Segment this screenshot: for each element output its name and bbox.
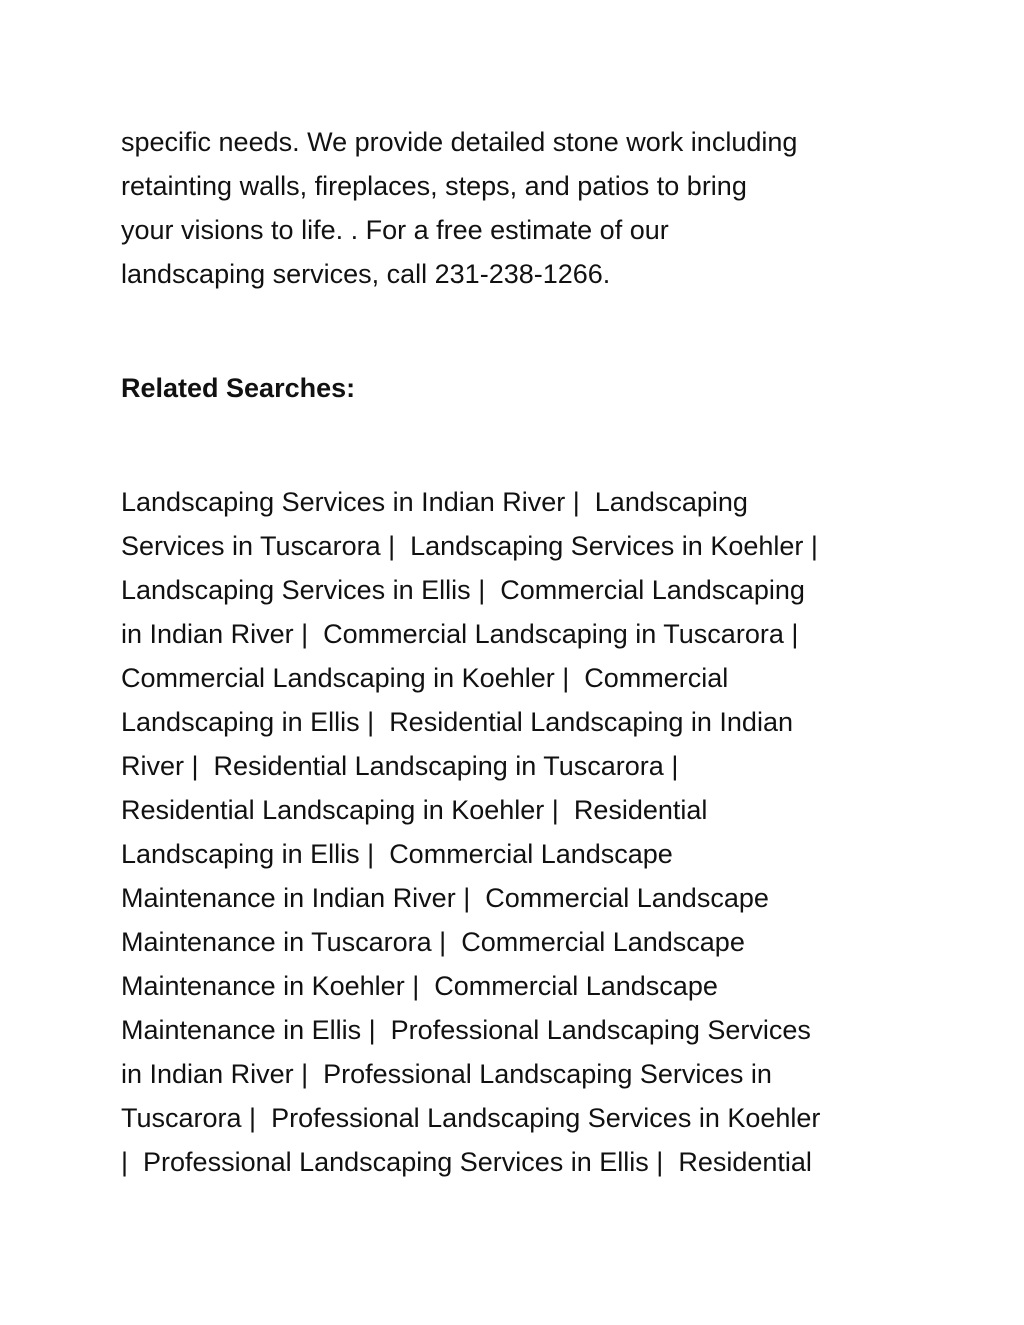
related-searches-line xyxy=(121,788,911,832)
link-separator: | xyxy=(121,1147,144,1177)
related-search-link[interactable]: Landscaping in Ellis xyxy=(121,839,360,869)
link-separator: | xyxy=(293,619,324,649)
link-separator: | xyxy=(554,663,585,693)
related-search-link[interactable]: Commercial xyxy=(584,663,729,693)
link-separator: | xyxy=(803,531,818,561)
related-search-link[interactable]: Landscaping xyxy=(594,487,748,517)
intro-line: landscaping services, call 231-238-1266. xyxy=(121,259,611,289)
link-separator: | xyxy=(455,883,486,913)
related-search-link[interactable]: Landscaping Services in Ellis xyxy=(121,575,471,605)
intro-line: specific needs. We provide detailed stone work including xyxy=(121,127,798,157)
related-searches-line xyxy=(121,524,911,568)
related-search-link[interactable]: Maintenance in Indian River xyxy=(121,883,456,913)
related-searches-line xyxy=(121,920,911,964)
related-search-link[interactable]: Landscaping Services in Indian River xyxy=(121,487,566,517)
link-separator: | xyxy=(293,1059,324,1089)
related-searches-line xyxy=(121,1140,911,1184)
link-separator: | xyxy=(431,927,462,957)
related-search-link[interactable]: Residential xyxy=(573,795,708,825)
related-searches-line xyxy=(121,1008,911,1052)
related-searches-list xyxy=(121,480,911,1184)
link-separator: | xyxy=(359,839,390,869)
related-search-link[interactable]: Commercial Landscape xyxy=(389,839,673,869)
related-search-link[interactable]: Commercial Landscaping in Koehler xyxy=(121,663,555,693)
related-searches-line xyxy=(121,876,911,920)
related-search-link[interactable]: in Indian River xyxy=(121,1059,294,1089)
link-separator: | xyxy=(783,619,799,649)
related-searches-line xyxy=(121,964,911,1008)
related-search-link[interactable]: Tuscarora xyxy=(121,1103,242,1133)
related-searches-heading: Related Searches: xyxy=(121,373,356,403)
related-search-link[interactable]: Commercial Landscape xyxy=(485,883,769,913)
link-separator: | xyxy=(663,751,679,781)
related-search-link[interactable]: Professional Landscaping Services in Ellis xyxy=(143,1147,649,1177)
related-searches-line xyxy=(121,744,911,788)
related-search-link[interactable]: Maintenance in Koehler xyxy=(121,971,405,1001)
related-search-link[interactable]: Residential Landscaping in Koehler xyxy=(121,795,545,825)
related-search-link[interactable]: Professional Landscaping Services in Koehler xyxy=(271,1103,821,1133)
link-separator: | xyxy=(648,1147,679,1177)
link-separator: | xyxy=(359,707,390,737)
related-search-link[interactable]: River xyxy=(121,751,185,781)
page-content xyxy=(121,120,911,1184)
link-separator: | xyxy=(184,751,214,781)
related-search-link[interactable]: Commercial Landscaping in Tuscarora xyxy=(323,619,784,649)
related-searches-line xyxy=(121,480,911,524)
related-search-link[interactable]: Maintenance in Tuscarora xyxy=(121,927,432,957)
related-searches-line xyxy=(121,656,911,700)
intro-line: your visions to life. . For a free estimate of our xyxy=(121,215,669,245)
link-separator: | xyxy=(544,795,574,825)
related-search-link[interactable]: Commercial Landscape xyxy=(434,971,718,1001)
related-search-link[interactable]: Commercial Landscape xyxy=(461,927,745,957)
link-separator: | xyxy=(565,487,595,517)
link-separator: | xyxy=(470,575,501,605)
related-search-link[interactable]: Services in Tuscarora xyxy=(121,531,381,561)
link-separator: | xyxy=(380,531,411,561)
related-searches-line xyxy=(121,832,911,876)
related-searches-line xyxy=(121,1096,911,1140)
related-search-link[interactable]: Residential xyxy=(678,1147,812,1177)
link-separator: | xyxy=(361,1015,391,1045)
related-searches-line xyxy=(121,700,911,744)
related-search-link[interactable]: in Indian River xyxy=(121,619,294,649)
link-separator: | xyxy=(404,971,435,1001)
intro-line: retainting walls, fireplaces, steps, and patios to bring xyxy=(121,171,747,201)
related-searches-line xyxy=(121,1052,911,1096)
related-search-link[interactable]: Commercial Landscaping xyxy=(500,575,805,605)
related-searches-line xyxy=(121,568,911,612)
related-search-link[interactable]: Residential Landscaping in Indian xyxy=(389,707,793,737)
related-search-link[interactable]: Landscaping Services in Koehler xyxy=(410,531,804,561)
related-search-link[interactable]: Residential Landscaping in Tuscarora xyxy=(213,751,664,781)
related-search-link[interactable]: Maintenance in Ellis xyxy=(121,1015,362,1045)
related-searches-line xyxy=(121,612,911,656)
related-search-link[interactable]: Professional Landscaping Services xyxy=(390,1015,811,1045)
intro-paragraph xyxy=(121,120,911,296)
related-search-link[interactable]: Landscaping in Ellis xyxy=(121,707,360,737)
link-separator: | xyxy=(241,1103,272,1133)
related-search-link[interactable]: Professional Landscaping Services in xyxy=(323,1059,772,1089)
